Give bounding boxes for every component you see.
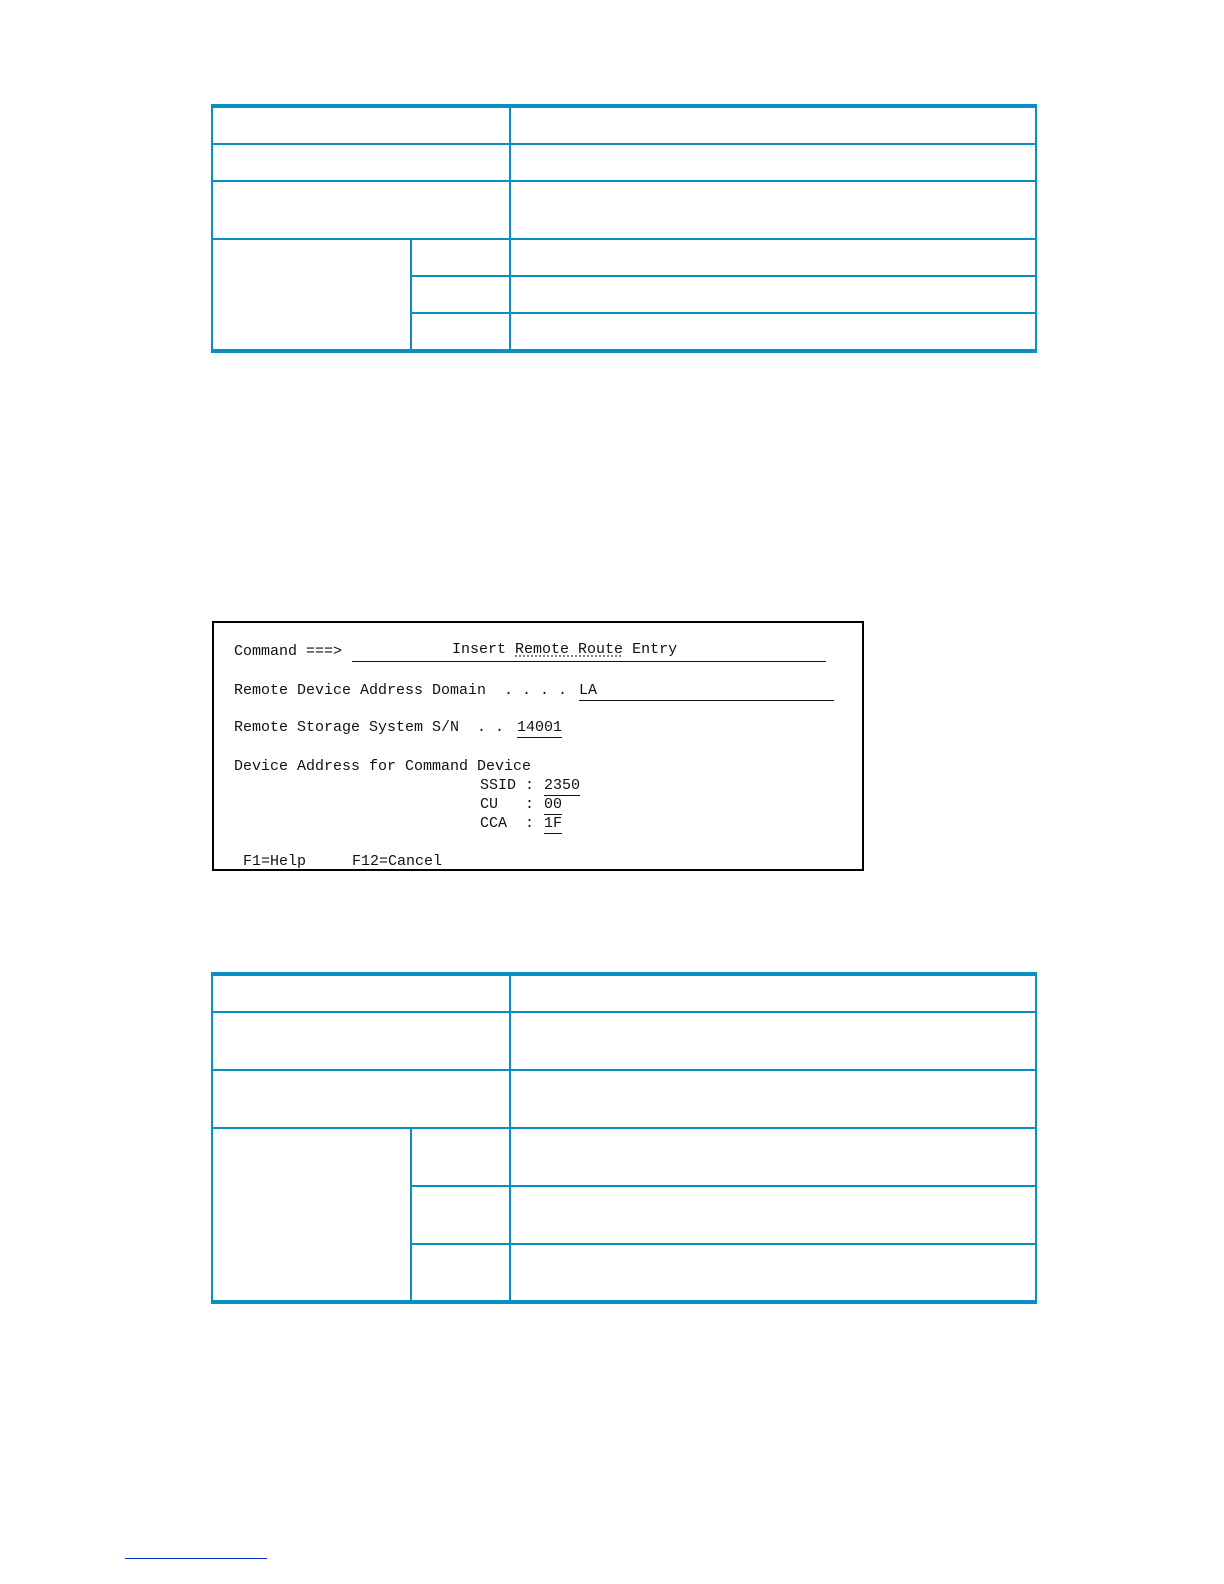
table-1-row-rule bbox=[411, 312, 1035, 314]
table-1-row-rule bbox=[213, 238, 1035, 240]
table-1-row-rule bbox=[213, 143, 1035, 145]
table-2-row-rule bbox=[213, 1011, 1035, 1013]
command-label: Command ===> bbox=[234, 643, 343, 660]
domain-input[interactable]: LA bbox=[579, 682, 834, 701]
insert-remote-route-entry-panel bbox=[212, 621, 864, 871]
cu-label: CU : bbox=[480, 796, 535, 813]
panel-title-part: Entry bbox=[623, 641, 678, 658]
cu-input[interactable]: 00 bbox=[544, 796, 563, 813]
table-2-row-rule bbox=[411, 1185, 1035, 1187]
panel-title-part: Remote Route bbox=[515, 641, 624, 658]
device-address-label: Device Address for Command Device bbox=[234, 758, 532, 775]
f12-cancel-key[interactable]: F12=Cancel bbox=[352, 853, 443, 870]
table-2-row-rule bbox=[213, 1127, 1035, 1129]
table-1-col-rule bbox=[410, 238, 412, 349]
table-1-row-rule bbox=[411, 275, 1035, 277]
cca-label: CCA : bbox=[480, 815, 535, 832]
serial-input[interactable]: 14001 bbox=[517, 719, 563, 736]
table-1-col-rule bbox=[509, 108, 511, 349]
parameter-table-2 bbox=[211, 972, 1037, 1304]
ssid-label: SSID : bbox=[480, 777, 535, 794]
serial-label: Remote Storage System S/N . . bbox=[234, 719, 505, 736]
table-2-row-rule bbox=[411, 1243, 1035, 1245]
table-2-col-rule bbox=[410, 1127, 412, 1300]
table-2-row-rule bbox=[213, 1069, 1035, 1071]
f1-help-key[interactable]: F1=Help bbox=[243, 853, 307, 870]
ssid-input[interactable]: 2350 bbox=[544, 777, 581, 794]
table-1-row-rule bbox=[213, 180, 1035, 182]
table-2-col-rule bbox=[509, 976, 511, 1300]
domain-label: Remote Device Address Domain . . . . bbox=[234, 682, 568, 699]
panel-title-part: Insert bbox=[452, 641, 516, 658]
cca-input[interactable]: 1F bbox=[544, 815, 563, 832]
parameter-table-1 bbox=[211, 104, 1037, 353]
footer-link-underline bbox=[125, 1558, 267, 1559]
command-input[interactable] bbox=[352, 643, 826, 662]
